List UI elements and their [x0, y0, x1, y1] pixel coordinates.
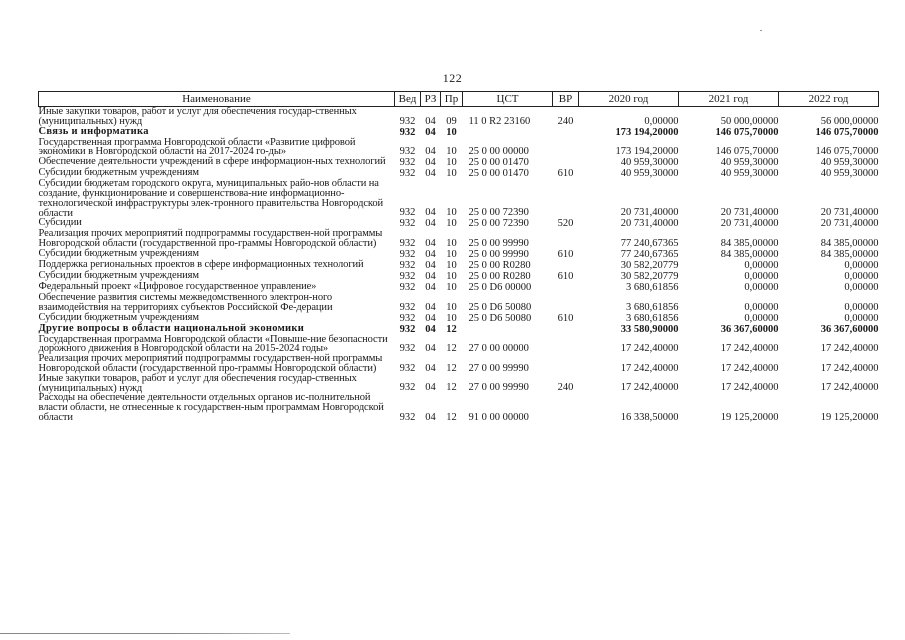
cell-y2020: 3 680,61856	[626, 301, 679, 313]
row-name-text: Субсидии бюджетным учреждениям	[38, 269, 199, 281]
cell-vr: 520	[557, 218, 574, 230]
cell-ved: 932	[399, 237, 416, 249]
cell-ved: 932	[399, 259, 416, 271]
cell-cst: 91 0 00 00000	[468, 411, 529, 423]
cell-y2020: 40 959,30000	[620, 168, 679, 180]
cell-pr: 10	[446, 126, 457, 138]
cell-ved: 932	[399, 157, 416, 169]
cell-ved: 932	[399, 168, 416, 180]
cell-pr: 10	[446, 157, 457, 169]
cell-vr	[553, 354, 579, 374]
table-row	[39, 313, 879, 324]
cell-pr: 12	[446, 343, 457, 355]
cell-pr: 12	[446, 323, 457, 335]
cell-y2021: 20 731,40000	[720, 207, 779, 219]
row-name-text: Другие вопросы в области национальной экономики	[38, 322, 305, 334]
header-2021: 2021 год	[679, 92, 779, 107]
cell-vr	[553, 127, 579, 138]
cell-vr	[553, 335, 579, 355]
cell-y2020: 20 731,40000	[620, 218, 679, 230]
cell-pr: 10	[446, 237, 457, 249]
table-row	[39, 374, 879, 394]
cell-cst	[463, 324, 553, 335]
cell-cst: 25 0 00 01470	[468, 157, 529, 169]
scan-artifact-dot	[760, 30, 762, 31]
cell-ved: 932	[399, 146, 416, 158]
cell-y2020: 20 731,40000	[620, 207, 679, 219]
cell-y2020: 17 242,40000	[620, 362, 679, 374]
cell-rz: 04	[425, 362, 436, 374]
cell-cst: 25 0 00 R0280	[468, 270, 531, 282]
cell-y2020: 0,00000	[644, 115, 679, 127]
cell-y2020: 17 242,40000	[620, 343, 679, 355]
cell-y2021: 146 075,70000	[715, 146, 779, 158]
cell-y2021: 19 125,20000	[720, 411, 779, 423]
cell-y2021: 17 242,40000	[720, 382, 779, 394]
cell-rz: 04	[425, 270, 436, 282]
cell-vr	[553, 138, 579, 158]
budget-table	[38, 91, 879, 423]
cell-y2022: 84 385,00000	[820, 248, 879, 260]
cell-name	[39, 229, 395, 249]
cell-pr: 10	[446, 218, 457, 230]
row-name-text: Расходы на обеспечение деятельности отдельных органов ис-полнительной власти области, не отнесенные к государствен-ным программам Новгородской области	[38, 392, 384, 423]
cell-vr: 240	[557, 115, 574, 127]
cell-cst: 25 0 D6 50080	[468, 301, 532, 313]
row-name-text: Федеральный проект «Цифровое государственное управление»	[38, 280, 317, 292]
cell-y2022: 146 075,70000	[815, 126, 879, 138]
row-name-text: Связь и информатика	[38, 125, 149, 137]
cell-y2020: 40 959,30000	[620, 157, 679, 169]
cell-rz: 04	[425, 259, 436, 271]
cell-vr: 610	[557, 312, 574, 324]
cell-y2021: 17 242,40000	[720, 362, 779, 374]
row-name-text: Реализация прочих мероприятий подпрограммы государствен-ной программы Новгородской области (государственной про-граммы Новгородской области)	[38, 353, 383, 374]
cell-vr: 240	[557, 382, 574, 394]
cell-rz: 04	[425, 301, 436, 313]
table-row	[39, 127, 879, 138]
cell-rz: 04	[425, 218, 436, 230]
header-pr: Пр	[441, 92, 463, 107]
table-row	[39, 229, 879, 249]
cell-y2022: 17 242,40000	[820, 382, 879, 394]
cell-y2021: 84 385,00000	[720, 237, 779, 249]
row-name-text: Реализация прочих мероприятий подпрограммы государствен-ной программы Новгородской области (государственной про-граммы Новгородской области)	[38, 228, 383, 250]
cell-y2022: 0,00000	[844, 270, 879, 282]
cell-y2022: 0,00000	[844, 312, 879, 324]
cell-y2021: 146 075,70000	[715, 126, 779, 138]
cell-cst: 25 0 00 99990	[468, 237, 529, 249]
table-row	[39, 107, 879, 127]
cell-name	[39, 335, 395, 355]
cell-cst: 11 0 R2 23160	[468, 115, 531, 127]
table-body	[39, 107, 879, 423]
cell-cst: 27 0 00 99990	[468, 382, 529, 394]
cell-ved: 932	[399, 323, 416, 335]
cell-rz: 04	[425, 146, 436, 158]
cell-y2022: 20 731,40000	[820, 218, 879, 230]
cell-pr: 12	[446, 362, 457, 374]
cell-y2022: 56 000,00000	[820, 115, 879, 127]
cell-y2021: 40 959,30000	[720, 168, 779, 180]
cell-vr	[553, 179, 579, 218]
cell-vr	[553, 229, 579, 249]
cell-ved: 932	[399, 312, 416, 324]
cell-cst: 27 0 00 99990	[468, 362, 529, 374]
row-name-text: Государственная программа Новгородской области «Повыше-ние безопасности дорожного движения в Новгородской области на 2015-2024 годы»	[38, 333, 388, 355]
table-header	[39, 92, 879, 107]
table-row	[39, 335, 879, 355]
cell-rz: 04	[425, 126, 436, 138]
cell-name	[39, 127, 395, 138]
cell-pr: 10	[446, 270, 457, 282]
cell-rz: 04	[425, 207, 436, 219]
row-name-text: Государственная программа Новгородской области «Развитие цифровой экономики в Новгородской области на 2017-2024 го-ды»	[38, 136, 356, 158]
header-2022: 2022 год	[779, 92, 879, 107]
cell-cst: 25 0 00 R0280	[468, 259, 531, 271]
cell-pr: 10	[446, 259, 457, 271]
page-number: 122	[442, 71, 463, 85]
row-name-text: Субсидии бюджетным учреждениям	[38, 311, 199, 323]
cell-y2020: 3 680,61856	[626, 281, 679, 293]
cell-y2022: 17 242,40000	[820, 362, 879, 374]
cell-name	[39, 354, 395, 374]
cell-ved: 932	[399, 115, 416, 127]
table-row	[39, 293, 879, 313]
row-name-text: Субсидии бюджетам городского округа, муниципальных райо-нов области на создание, функционирование и совершенствова-ние информационно-технологической инфраструктуры элек-тронного правительства Новгородской области	[38, 178, 384, 219]
cell-name	[39, 293, 395, 313]
cell-y2022: 40 959,30000	[820, 168, 879, 180]
row-name-text: Субсидии бюджетным учреждениям	[38, 247, 199, 259]
table-row	[39, 393, 879, 422]
cell-y2022: 84 385,00000	[820, 237, 879, 249]
cell-y2020: 16 338,50000	[620, 411, 679, 423]
cell-ved: 932	[399, 343, 416, 355]
cell-pr: 10	[446, 312, 457, 324]
cell-y2022: 40 959,30000	[820, 157, 879, 169]
cell-name	[39, 393, 395, 422]
cell-ved: 932	[399, 126, 416, 138]
cell-vr	[553, 260, 579, 271]
row-name-text: Субсидии	[38, 217, 82, 229]
cell-y2021: 0,00000	[744, 312, 779, 324]
row-name-text: Обеспечение деятельности учреждений в сфере информацион-ных технологий	[38, 156, 386, 168]
cell-rz: 04	[425, 382, 436, 394]
cell-rz: 04	[425, 115, 436, 127]
cell-pr: 10	[446, 281, 457, 293]
row-name-text: Иные закупки товаров, работ и услуг для обеспечения государ-ственных (муниципальных) нужд	[38, 106, 357, 127]
cell-vr	[553, 393, 579, 422]
cell-pr: 10	[446, 248, 457, 260]
cell-y2021: 0,00000	[744, 259, 779, 271]
cell-y2020: 30 582,20779	[620, 270, 679, 282]
header-ved: Вед	[395, 92, 421, 107]
cell-name	[39, 107, 395, 127]
cell-name	[39, 374, 395, 394]
cell-rz: 04	[425, 312, 436, 324]
row-name-text: Иные закупки товаров, работ и услуг для обеспечения государ-ственных (муниципальных) нужд	[38, 372, 357, 394]
cell-vr	[553, 324, 579, 335]
cell-name	[39, 138, 395, 158]
cell-vr	[553, 282, 579, 293]
cell-cst: 27 0 00 00000	[468, 343, 529, 355]
cell-ved: 932	[399, 248, 416, 260]
cell-y2022: 19 125,20000	[820, 411, 879, 423]
cell-ved: 932	[399, 270, 416, 282]
cell-ved: 932	[399, 411, 416, 423]
cell-y2020: 77 240,67365	[620, 248, 679, 260]
table-row	[39, 354, 879, 374]
header-name: Наименование	[39, 92, 395, 107]
cell-y2021: 0,00000	[744, 301, 779, 313]
scan-artifact-line	[0, 633, 290, 634]
cell-ved: 932	[399, 207, 416, 219]
cell-vr: 610	[557, 248, 574, 260]
row-name-text: Субсидии бюджетным учреждениям	[38, 167, 199, 179]
cell-y2022: 0,00000	[844, 281, 879, 293]
cell-pr: 12	[446, 382, 457, 394]
cell-cst	[463, 127, 553, 138]
cell-y2022: 0,00000	[844, 259, 879, 271]
cell-pr: 09	[446, 115, 457, 127]
cell-y2020: 77 240,67365	[620, 237, 679, 249]
cell-name	[39, 313, 395, 324]
cell-rz: 04	[425, 343, 436, 355]
table-row	[39, 138, 879, 158]
cell-rz: 04	[425, 281, 436, 293]
cell-y2022: 17 242,40000	[820, 343, 879, 355]
cell-y2022: 0,00000	[844, 301, 879, 313]
cell-pr: 10	[446, 168, 457, 180]
header-cst: ЦСТ	[463, 92, 553, 107]
cell-cst: 25 0 00 72390	[468, 218, 529, 230]
cell-y2021: 36 367,60000	[720, 323, 779, 335]
cell-cst: 25 0 00 72390	[468, 207, 529, 219]
cell-rz: 04	[425, 411, 436, 423]
cell-cst: 25 0 00 01470	[468, 168, 529, 180]
cell-vr	[553, 157, 579, 168]
cell-rz: 04	[425, 323, 436, 335]
cell-y2020: 3 680,61856	[626, 312, 679, 324]
cell-vr: 610	[557, 168, 574, 180]
row-name-text: Обеспечение развития системы межведомственного электрон-ного взаимодействия на территориях субъектов Российской Фе-дерации	[38, 291, 333, 313]
cell-y2020: 17 242,40000	[620, 382, 679, 394]
cell-name	[39, 324, 395, 335]
cell-y2020: 33 580,90000	[620, 323, 679, 335]
cell-y2022: 146 075,70000	[815, 146, 879, 158]
cell-pr: 10	[446, 146, 457, 158]
cell-cst: 25 0 D6 50080	[468, 312, 532, 324]
cell-pr: 10	[446, 301, 457, 313]
header-2020: 2020 год	[579, 92, 679, 107]
cell-y2021: 84 385,00000	[720, 248, 779, 260]
cell-pr: 10	[446, 207, 457, 219]
cell-y2021: 17 242,40000	[720, 343, 779, 355]
cell-cst: 25 0 00 00000	[468, 146, 529, 158]
cell-pr: 12	[446, 411, 457, 423]
cell-ved: 932	[399, 362, 416, 374]
cell-y2021: 0,00000	[744, 281, 779, 293]
table-row	[39, 324, 879, 335]
cell-y2021: 50 000,00000	[720, 115, 779, 127]
cell-y2022: 36 367,60000	[820, 323, 879, 335]
cell-y2020: 173 194,20000	[615, 146, 679, 158]
cell-y2022: 20 731,40000	[820, 207, 879, 219]
header-vr: ВР	[553, 92, 579, 107]
cell-vr: 610	[557, 270, 574, 282]
cell-ved: 932	[399, 218, 416, 230]
cell-y2020: 173 194,20000	[615, 126, 679, 138]
row-name-text: Поддержка региональных проектов в сфере информационных технологий	[38, 258, 364, 270]
cell-rz: 04	[425, 237, 436, 249]
cell-rz: 04	[425, 157, 436, 169]
cell-rz: 04	[425, 248, 436, 260]
cell-name	[39, 179, 395, 218]
cell-rz: 04	[425, 168, 436, 180]
cell-y2021: 40 959,30000	[720, 157, 779, 169]
table-row	[39, 179, 879, 218]
cell-y2021: 20 731,40000	[720, 218, 779, 230]
cell-cst: 25 0 D6 00000	[468, 281, 532, 293]
header-rz: РЗ	[421, 92, 441, 107]
cell-ved: 932	[399, 281, 416, 293]
cell-vr	[553, 293, 579, 313]
cell-y2021: 0,00000	[744, 270, 779, 282]
cell-ved: 932	[399, 301, 416, 313]
cell-y2020: 30 582,20779	[620, 259, 679, 271]
cell-cst: 25 0 00 99990	[468, 248, 529, 260]
cell-ved: 932	[399, 382, 416, 394]
